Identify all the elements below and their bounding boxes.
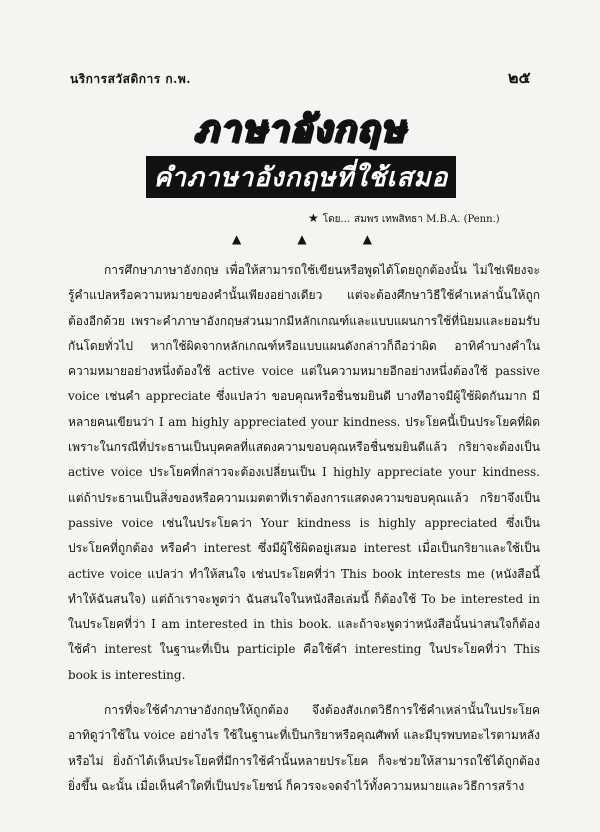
subtitle-banner xyxy=(146,156,456,198)
triangle-icon: ▲ xyxy=(232,232,242,246)
triangle-icon: ▲ xyxy=(362,232,372,246)
ornament-divider xyxy=(232,232,372,246)
author-name: สมพร เทพสิทธา M.B.A. (Penn.) xyxy=(354,214,500,225)
page-number: ๒๕ xyxy=(508,68,531,87)
running-header: นริการสวัสดิการ ก.พ. xyxy=(70,72,191,86)
byline-prefix: โดย... xyxy=(322,214,351,225)
page-title: ภาษาอังกฤษ xyxy=(193,108,407,150)
byline xyxy=(308,211,500,227)
paragraph: การศึกษาภาษาอังกฤษ เพื่อให้สามารถใช้เขียนหรือพูดได้โดยถูกต้องนั้น ไม่ใช่เพียงจะรู้คำแปลหรือความหมายของคำนั้นเพียงอย่างเดียว แต่จะต้องศึกษาวิธีใช้คำเหล่านั้นให้ถูกต้องอีกด้วย เพราะคำภาษาอังกฤษส่วนมากมีหลักเกณฑ์และแบบแผนการใช้ที่นิยมและยอมรับกันโดยทั่วไป หากใช้ผิดจากหลักเกณฑ์หรือแบบแผนดังกล่าวก็ถือว่าผิด อาทิคำบางคำในความหมายอย่างหนึ่งต้องใช้ active voice แต่ในความหมายอีกอย่างหนึ่งต้องใช้ passive voice เช่นคำ appreciate ซึ่งแปลว่า ขอบคุณหรือชื่นชมยินดี บางทีอาจมีผู้ใช้ผิดกันมาก มีหลายคนเขียนว่า I am highly appreciated your kindness. ประโยคนี้เป็นประโยคที่ผิด เพราะในกรณีที่ประธานเป็นบุคคลที่แสดงความขอบคุณหรือชื่นชมยินดีแล้ว กริยาจะต้องเป็น active voice ประโยคที่กล่าวจะต้องเปลี่ยนเป็น I highly appreciate your kindness. แต่ถ้าประธานเป็นสิ่งของหรือความเมตตาที่เราต้องการแสดงความขอบคุณแล้ว กริยาจึงเป็น passive voice เช่นในประโยคว่า Your kindness is highly appreciated ซึ่งเป็นประโยคที่ถูกต้อง หรือคำ interest ซึ่งมีผู้ใช้ผิดอยู่เสมอ interest เมื่อเป็นกริยาและใช้เป็น active voice แปลว่า ทำให้สนใจ เช่นประโยคที่ว่า This book interests me (หนังสือนี้ทำให้ฉันสนใจ) แต่ถ้าเราจะพูดว่า ฉันสนใจในหนังสือเล่มนี้ ก็ต้องใช้ To be interested in ในประโยคที่ว่า I am interested in this book. และถ้าจะพูดว่าหนังสือนั้นน่าสนใจก็ต้องใช้คำ interest ในฐานะที่เป็น participle คือใช้คำ interesting ในประโยคที่ว่า This book is interesting. xyxy=(68,263,540,682)
star-icon: ★ xyxy=(308,211,319,225)
paragraph: การที่จะใช้คำภาษาอังกฤษให้ถูกต้อง จึงต้องสังเกตวิธีการใช้คำเหล่านั้นในประโยคอาทิดูว่าใช้ใน voice อย่างไร ใช้ในฐานะที่เป็นกริยาหรือคุณศัพท์ และมีบุรพบทอะไรตามหลังหรือไม่ ยิ่งถ้าได้เห็นประโยคที่มีการใช้คำนั้นหลายประโยค ก็จะช่วยให้สามารถใช้ได้ถูกต้องยิ่งขึ้น ฉะนั้น เมื่อเห็นคำใดที่เป็นประโยชน์ ก็ควรจะจดจำไว้ทั้งความหมายและวิธีการสร้าง xyxy=(68,703,540,793)
triangle-icon: ▲ xyxy=(297,232,307,246)
subtitle-text: คำภาษาอังกฤษที่ใช้เสมอ xyxy=(153,162,449,193)
article-body xyxy=(68,258,540,799)
